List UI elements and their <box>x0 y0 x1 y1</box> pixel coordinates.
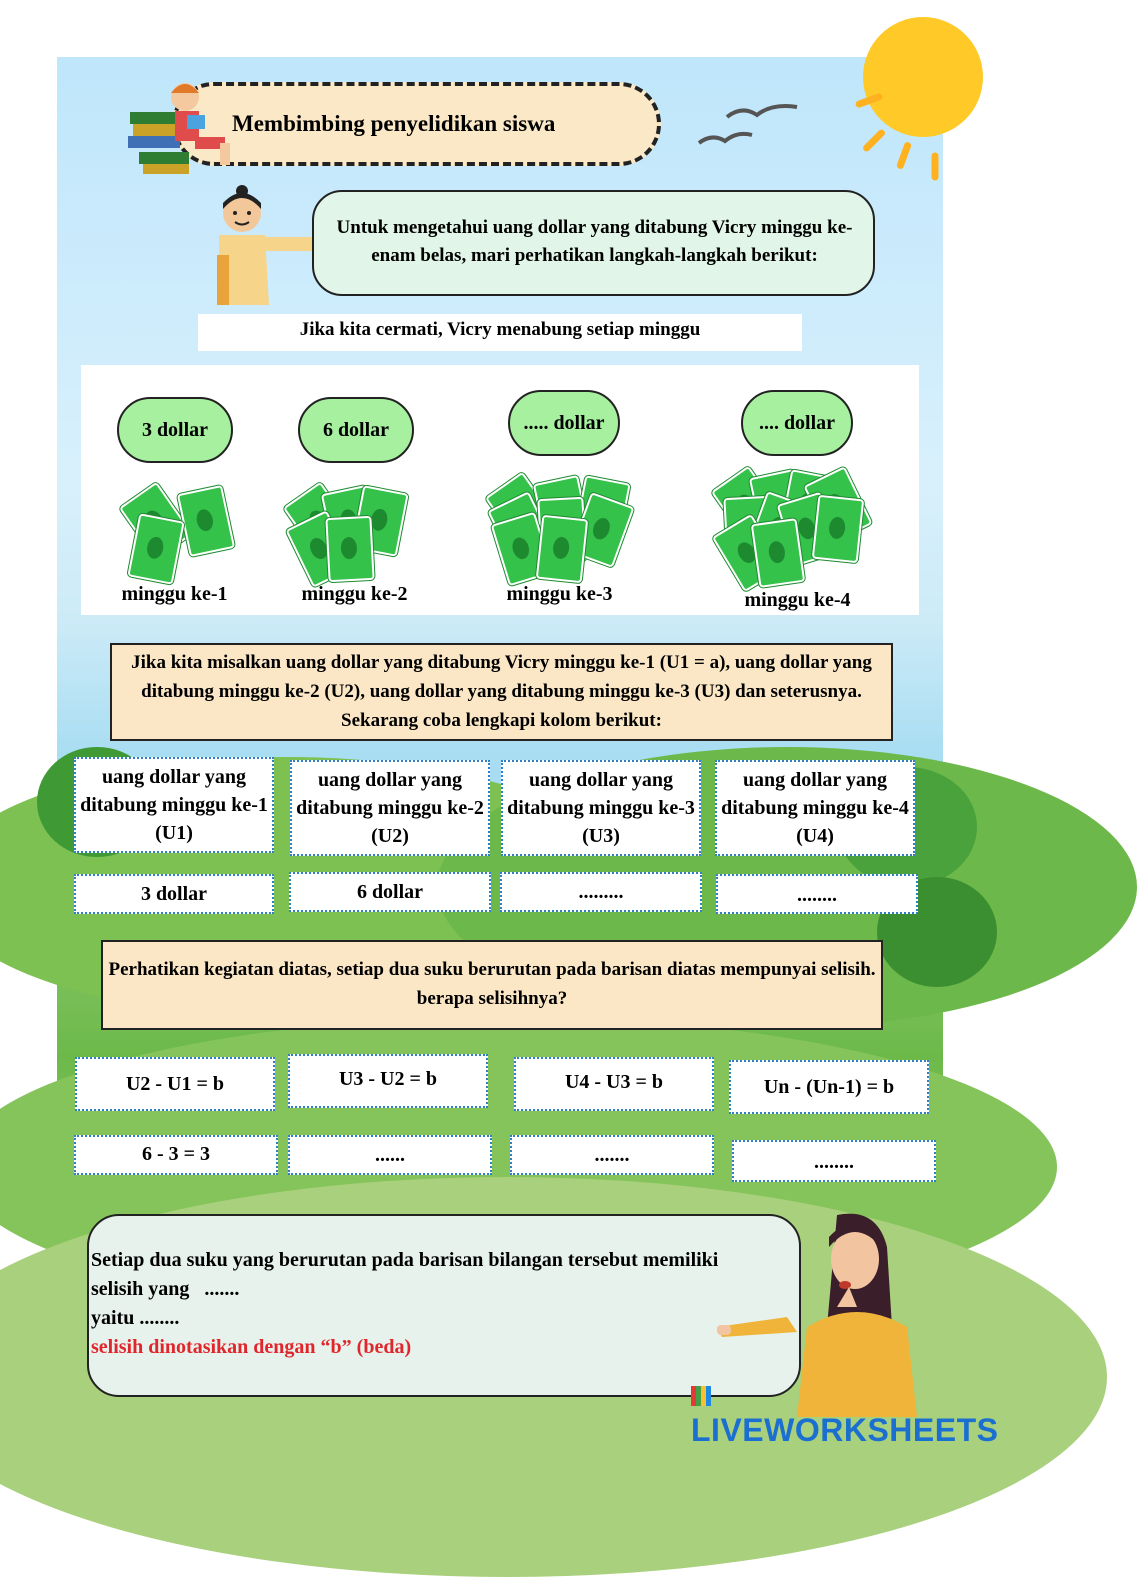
liveworksheets-logo <box>691 1375 998 1449</box>
sun-ray <box>862 128 887 153</box>
table-header-u4 <box>715 760 915 856</box>
amount-cloud-week-4 <box>741 390 853 456</box>
dollar-bill-icon <box>325 516 374 582</box>
amount-text: .... dollar <box>758 411 836 434</box>
value-cell-u2 <box>289 872 491 912</box>
page-title: Membimbing penyelidikan siswa <box>232 111 556 136</box>
cell-text: 6 dollar <box>356 881 424 903</box>
answer-text: ....... <box>594 1144 630 1166</box>
week-label: minggu ke-4 <box>744 589 851 611</box>
brand-name: LIVEWORKSHEETS <box>691 1412 999 1448</box>
formula-text: U4 - U3 = b <box>564 1071 664 1093</box>
formula-cell <box>514 1057 714 1111</box>
brand-icon <box>691 1386 711 1406</box>
worksheet-page <box>57 57 999 1448</box>
amount-cloud-week-2 <box>298 397 414 463</box>
formula-text: Un - (Un-1) = b <box>763 1076 895 1098</box>
amount-text: 3 dollar <box>141 418 209 441</box>
amount-text: 6 dollar <box>322 418 390 441</box>
cell-text: 3 dollar <box>140 883 208 905</box>
table-header-u2 <box>290 760 490 856</box>
birds-icon <box>697 95 807 155</box>
note-text: selisih dinotasikan dengan “b” (beda) <box>91 1336 412 1358</box>
money-stack-icon <box>297 489 407 581</box>
question-box <box>101 940 883 1030</box>
answer-text: ........ <box>814 1151 854 1173</box>
intro-text: Untuk mengetahui uang dollar yang ditabung Vicry minggu ke-enam belas, mari perhatikan langkah-langkah berikut: <box>336 217 853 266</box>
cell-text: ......... <box>578 881 624 903</box>
difference-answer-cell[interactable] <box>510 1135 714 1175</box>
header-text: uang dollar yang ditabung minggu ke-4 (U4) <box>721 769 909 847</box>
difference-answer-cell[interactable] <box>732 1140 936 1182</box>
header-text: uang dollar yang ditabung minggu ke-3 (U3) <box>507 769 695 847</box>
header-text: uang dollar yang ditabung minggu ke-1 (U1) <box>80 766 268 844</box>
table-header-u1 <box>74 757 274 853</box>
sun-ray <box>932 153 939 181</box>
sun-icon <box>863 17 983 137</box>
difference-answer-cell <box>74 1135 278 1175</box>
conclusion-box <box>87 1214 801 1397</box>
girl-reading-books-illustration <box>125 77 240 177</box>
instruction-text: Jika kita misalkan uang dollar yang ditabung Vicry minggu ke-1 (U1 = a), uang dollar yang ditabung minggu ke-2 (U2), uang dollar yang ditabung minggu ke-3 (U3) dan seterusnya. Sekarang coba lengkapi kolom berikut: <box>131 652 872 731</box>
formula-cell <box>75 1057 275 1111</box>
difference-answer-cell[interactable] <box>288 1135 492 1175</box>
question-text: Perhatikan kegiatan diatas, setiap dua suku berurutan pada barisan diatas mempunyai selisih. berapa selisihnya? <box>108 959 876 1009</box>
cell-text: ........ <box>797 884 837 906</box>
amount-text: ..... dollar <box>523 411 605 434</box>
answer-text: 6 - 3 = 3 <box>141 1143 211 1165</box>
conclusion-line: Setiap dua suku yang berurutan pada barisan bilangan tersebut memiliki <box>91 1249 719 1271</box>
value-cell-u1 <box>74 874 274 914</box>
conclusion-line[interactable]: yaitu ........ <box>91 1307 180 1329</box>
amount-cloud-week-3 <box>508 390 620 456</box>
answer-cell-u4[interactable] <box>716 874 918 914</box>
week-label: minggu ke-2 <box>301 583 408 605</box>
observation-text: Jika kita cermati, Vicry menabung setiap minggu <box>299 319 701 340</box>
formula-cell <box>288 1054 488 1108</box>
amount-cloud-week-1 <box>117 397 233 463</box>
dollar-bill-icon <box>751 518 805 588</box>
formula-text: U3 - U2 = b <box>338 1068 438 1090</box>
answer-text: ...... <box>375 1144 405 1166</box>
money-stack-icon <box>133 489 233 581</box>
answer-cell-u3[interactable] <box>500 872 702 912</box>
formula-cell <box>729 1060 929 1114</box>
formula-text: U2 - U1 = b <box>125 1073 225 1095</box>
money-stack-icon <box>499 479 629 581</box>
money-stack-icon <box>725 473 865 585</box>
dollar-bill-icon <box>536 515 588 583</box>
dollar-bill-icon <box>812 495 864 563</box>
conclusion-line[interactable]: selisih yang ....... <box>91 1278 240 1300</box>
instruction-box <box>110 643 893 741</box>
week-label: minggu ke-1 <box>121 583 228 605</box>
header-text: uang dollar yang ditabung minggu ke-2 (U2) <box>296 769 484 847</box>
table-header-u3 <box>501 760 701 856</box>
sun-ray <box>896 141 912 170</box>
week-label: minggu ke-3 <box>506 583 613 605</box>
dollar-bill-icon <box>177 485 235 557</box>
